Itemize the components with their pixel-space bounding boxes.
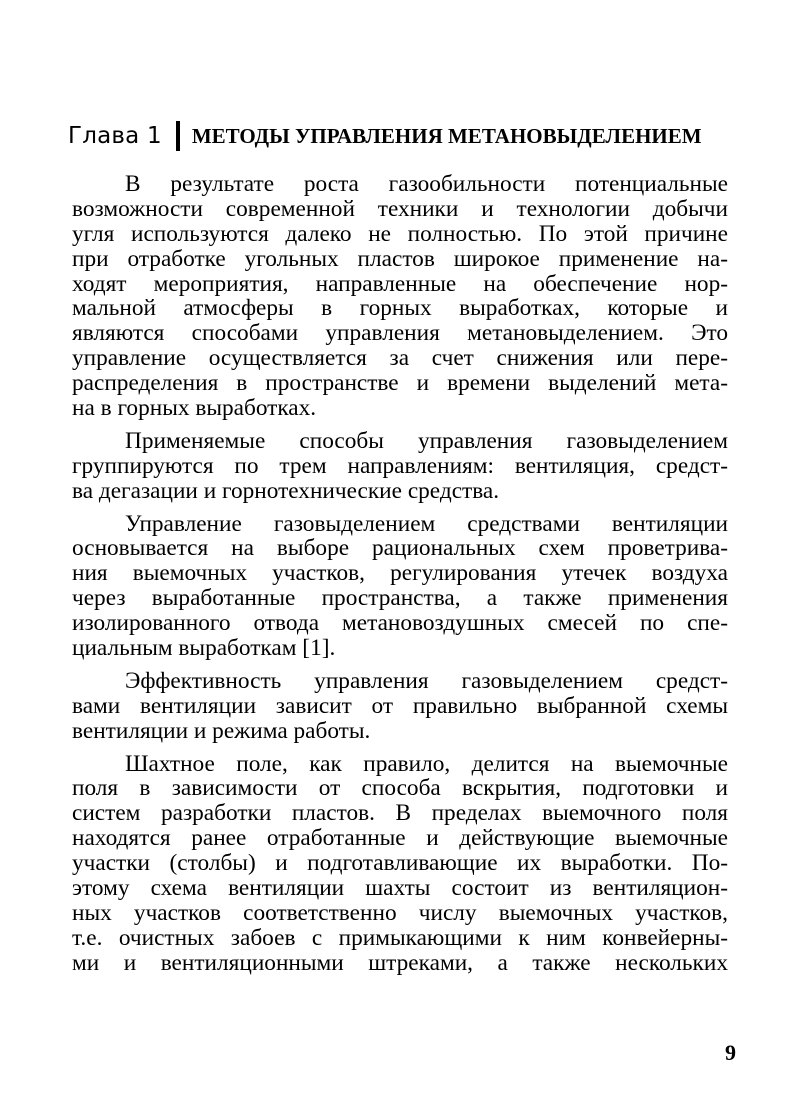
text-line: поля в зависимости от способа вскрытия, подготовки и [72,776,728,802]
paragraph [72,172,728,421]
chapter-header [68,120,702,152]
text-line: на в горных выработках. [72,395,317,422]
text-line: являются способами управления метановыделением. Это [72,321,728,347]
text-line: управление осуществляется за счет снижения или пере- [72,346,728,372]
text-line: ми и вентиляционными штреками, а также нескольких [72,950,728,976]
text-line: Управление газовыделением средствами вентиляции [125,511,728,537]
text-line: распределения в пространстве и времени выделений мета- [72,371,728,397]
text-line: при отработке угольных пластов широкое применение на- [72,246,728,272]
text-line: систем разработки пластов. В пределах выемочного поля [72,801,728,827]
paragraph [72,669,728,744]
text-line: через выработанные пространства, а также применения [72,586,728,612]
chapter-label: Глава 1 [68,123,162,149]
text-line: ния выемочных участков, регулирования утечек воздуха [72,561,728,587]
text-line: вами вентиляции зависит от правильно выбранной схемы [72,693,728,719]
text-line: циальным выработкам [1]. [72,635,336,662]
chapter-title: МЕТОДЫ УПРАВЛЕНИЯ МЕТАНОВЫДЕЛЕНИЕМ [191,123,702,148]
paragraph [72,512,728,661]
text-line: Эффективность управления газовыделением средст- [125,668,728,694]
text-line: группируются по трем направлениям: вентиляция, средст- [72,453,728,479]
text-line: Шахтное поле, как правило, делится на выемочные [125,751,728,777]
text-line: В результате роста газообильности потенциальные [125,172,728,197]
text-line: угля используются далеко не полностью. По этой причине [72,221,728,247]
text-line: ходят мероприятия, направленные на обеспечение нор- [72,271,728,297]
text-line: ных участков соответственно числу выемочных участков, [72,900,728,926]
text-line: вентиляции и режима работы. [72,717,371,744]
text-line: возможности современной техники и технологии добычи [72,196,728,222]
text-line: этому схема вентиляции шахты состоит из вентиляцион- [72,876,728,901]
text-line: участки (столбы) и подготавливающие их выработки. По- [72,851,728,877]
text-line: Применяемые способы управления газовыделением [125,428,728,454]
paragraph [72,429,728,504]
text-line: ва дегазации и горнотехнические средства. [72,477,500,504]
text-line: мальной атмосферы в горных выработках, которые и [72,296,728,322]
header-divider [176,121,180,151]
paragraph [72,752,728,976]
text-line: изолированного отвода метановоздушных смесей по спе- [72,611,728,637]
text-line: находятся ранее отработанные и действующие выемочные [72,826,728,852]
body-text [72,172,728,976]
text-line: основывается на выборе рациональных схем проветрива- [72,536,728,562]
page-number: 9 [725,1040,736,1065]
text-line: т.е. очистных забоев с примыкающими к ним конвейерны- [72,925,728,951]
